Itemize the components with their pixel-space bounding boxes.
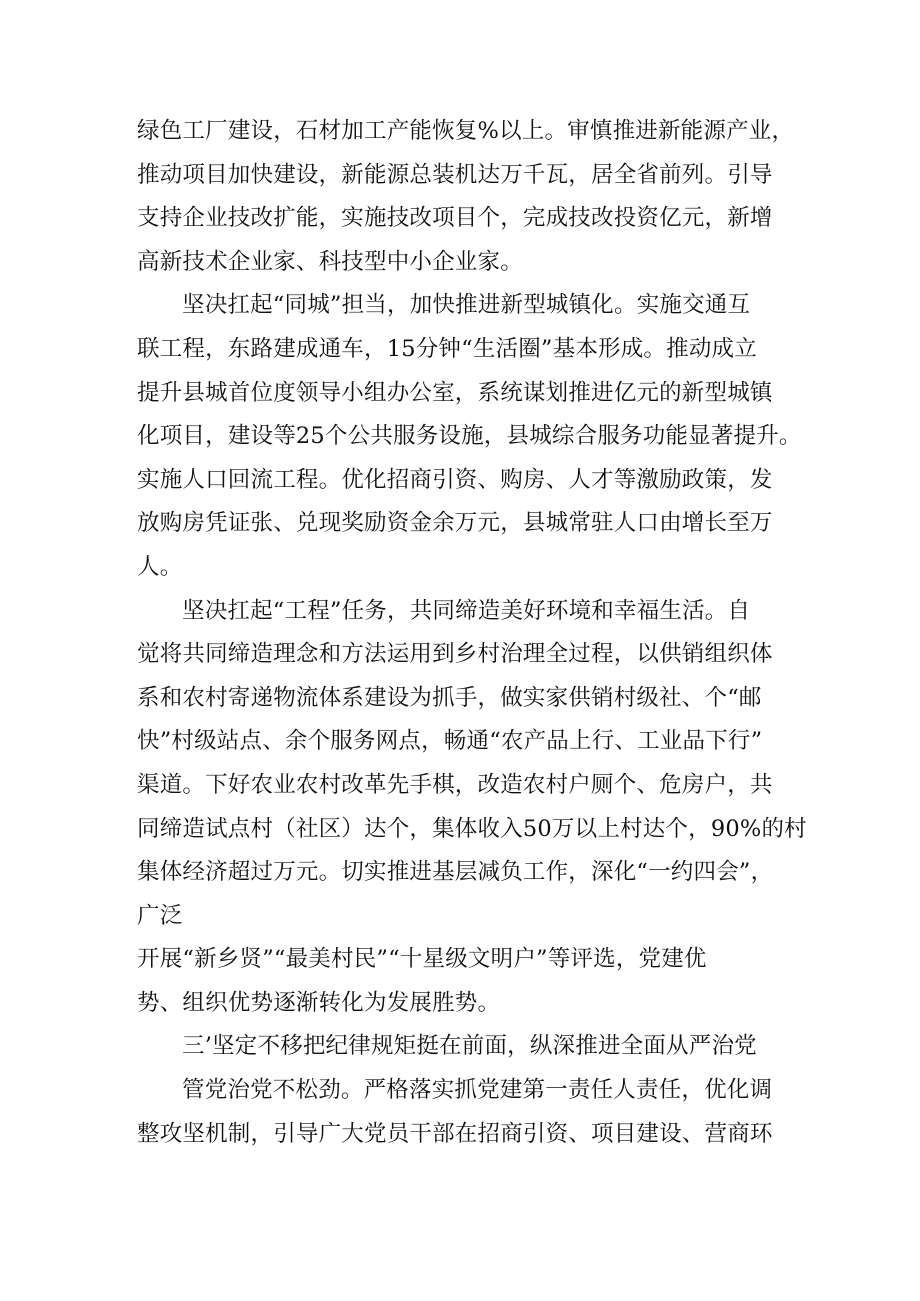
text-line: 渠道。下好农业农村改革先手棋，改造农村户厕个、危房户，共 [137,771,773,798]
text-line: 联工程，东路建成通车，15分钟“生活圈”基本形成。推动成立 [137,335,757,362]
paragraph-start-line: 坚决扛起“同城”担当，加快推进新型城镇化。实施交通互 [182,292,751,319]
text-line: 同缔造试点村（社区）达个，集体收入50万以上村达个，90%的村 [137,815,807,842]
text-line: 实施人口回流工程。优化招商引资、购房、人才等激励政策，发 [137,466,773,493]
body-text [137,110,807,1156]
text-line: 人。 [137,553,183,580]
text-line: 系和农村寄递物流体系建设为抓手，做实家供销村级社、个“邮 [137,684,762,711]
text-line: 高新技术企业家、科技型中小企业家。 [137,248,523,275]
text-line: 整攻坚机制，引导广大党员干部在招商引资、项目建设、营商环 [137,1120,773,1147]
text-line: 快”村级站点、余个服务网点，畅通“农产品上行、工业品下行” [137,728,763,755]
text-line: 开展“新乡贤”“最美村民”“十星级文明户”等评选，党建优 [137,946,707,973]
section-heading: 三’坚定不移把纪律规矩挺在前面，纵深推进全面从严治党 [182,1033,757,1060]
text-line: 放购房凭证张、兑现奖励资金余万元，县城常驻人口由增长至万 [137,510,773,537]
paragraph-start-line: 管党治党不松劲。严格落实抓党建第一责任人责任，优化调 [182,1077,773,1104]
text-line: 化项目，建设等25个公共服务设施，县城综合服务功能显著提升。 [137,423,802,450]
text-line: 推动项目加快建设，新能源总装机达万千瓦，居全省前列。引导 [137,161,773,188]
text-line: 势、组织优势逐渐转化为发展胜势。 [137,989,501,1016]
text-line: 广泛 [137,902,183,929]
text-line: 集体经济超过万元。切实推进基层减负工作，深化“一约四会”， [137,859,774,886]
text-line: 提升县城首位度领导小组办公室，系统谋划推进亿元的新型城镇 [137,379,773,406]
text-line: 觉将共同缔造理念和方法运用到乡村治理全过程，以供销组织体 [137,641,773,668]
text-line: 支持企业技改扩能，实施技改项目个，完成技改投资亿元，新增 [137,205,773,232]
text-line: 绿色工厂建设，石材加工产能恢复%以上。审慎推进新能源产业， [137,118,795,144]
paragraph-start-line: 坚决扛起“工程”任务，共同缔造美好环境和幸福生活。自 [182,597,751,624]
